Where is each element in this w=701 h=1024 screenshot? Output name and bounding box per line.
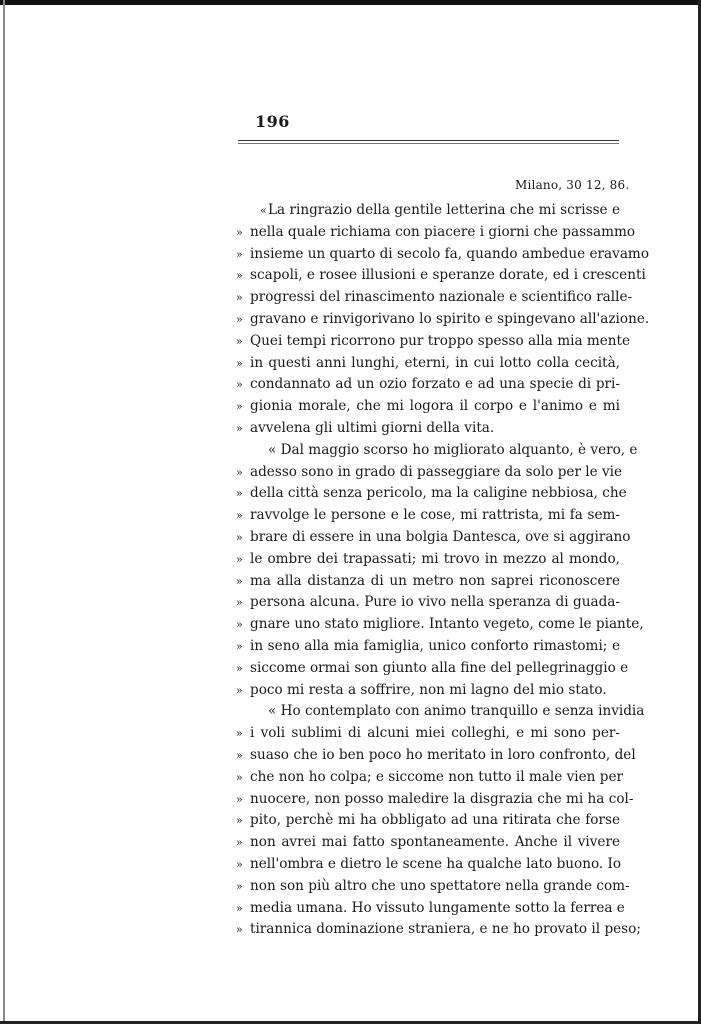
quote-mark: »	[236, 334, 243, 348]
text-line-content: nella quale richiama con piacere i giorni che passammo	[250, 223, 636, 240]
quote-mark: «	[260, 204, 267, 217]
text-line	[232, 592, 632, 614]
text-line	[232, 636, 632, 658]
quote-mark: »	[236, 247, 243, 261]
text-line	[232, 483, 632, 505]
quote-mark: »	[236, 879, 243, 893]
text-line	[232, 745, 636, 767]
quote-mark: »	[236, 400, 243, 414]
text-line	[232, 854, 632, 876]
text-line-content: siccome ormai son giunto alla fine del pellegrinaggio e	[250, 659, 629, 676]
text-line	[232, 898, 632, 920]
text-line-content: avvelena gli ultimi giorni della vita.	[250, 419, 495, 436]
text-line	[232, 919, 641, 941]
text-line-content: i voli sublimi di alcuni miei colleghi, e mi sono per-	[250, 725, 620, 742]
text-line-content: pito, perchè mi ha obbligato ad una ritirata che forse	[250, 812, 620, 829]
quote-mark: »	[236, 748, 243, 762]
text-line-content: in seno alla mia famiglia, unico conforto rimastomi; e	[250, 637, 620, 654]
quote-mark: »	[236, 836, 243, 850]
text-line-content: ma alla distanza di un metro non saprei riconoscere	[250, 572, 620, 589]
page-top-border	[0, 0, 701, 5]
quote-mark: »	[236, 639, 243, 653]
quote-mark: »	[236, 727, 243, 741]
text-line	[232, 462, 632, 484]
quote-mark: »	[236, 618, 243, 632]
text-line	[232, 265, 646, 287]
text-line-content: scapoli, e rosee illusioni e speranze dorate, ed i crescenti	[250, 267, 646, 284]
text-line	[232, 440, 638, 462]
quote-mark: »	[236, 378, 243, 392]
text-line	[232, 527, 632, 549]
text-line	[232, 701, 645, 723]
text-line-content: adesso sono in grado di passeggiare da solo per le vie	[250, 463, 623, 480]
text-line	[232, 200, 632, 222]
text-line-content: che non ho colpa; e siccome non tutto il male vien per	[250, 768, 623, 785]
quote-mark: »	[236, 792, 243, 806]
text-line-content: ravvolge le persone e le cose, mi rattrista, mi fa sem-	[250, 507, 620, 524]
text-line-content: progressi del rinascimento nazionale e scientifico ralle-	[250, 289, 633, 306]
quote-mark: »	[236, 596, 243, 610]
text-line-content: insieme un quarto di secolo fa, quando ambedue eravamo	[250, 245, 649, 262]
text-line-content: tirannica dominazione straniera, e ne ho provato il peso;	[250, 921, 641, 938]
text-line	[232, 810, 632, 832]
text-line-content: La ringrazio della gentile letterina che mi scrisse e	[268, 202, 620, 218]
quote-mark: »	[236, 269, 243, 283]
text-line	[232, 244, 649, 266]
text-line	[232, 549, 632, 571]
quote-mark: »	[236, 661, 243, 675]
quote-mark: »	[236, 465, 243, 479]
text-line-content: gionia morale, che mi logora il corpo e l'animo e mi	[250, 398, 620, 415]
text-line	[232, 571, 632, 593]
text-line-content: non avrei mai fatto spontaneamente. Anche il vivere	[250, 834, 620, 851]
text-line	[232, 767, 632, 789]
text-line	[232, 309, 650, 331]
quote-mark: »	[236, 857, 243, 871]
quote-mark: »	[236, 923, 243, 937]
text-line-content: « Ho contemplato con animo tranquillo e senza invidia	[268, 703, 645, 720]
text-line-content: in questi anni lunghi, eterni, in cui lotto colla cecità,	[250, 354, 620, 371]
quote-mark: »	[236, 530, 243, 544]
text-line-content: persona alcuna. Pure io vivo nella speranza di guada-	[250, 594, 620, 611]
text-line	[232, 614, 644, 636]
quote-mark: »	[236, 356, 243, 370]
text-line	[232, 418, 632, 440]
header-rule-thin	[238, 143, 619, 144]
text-line-content: gnare uno stato migliore. Intanto vegeto, come le piante,	[250, 616, 644, 633]
text-line-content: nell'ombra e dietro le scene ha qualche lato buono. Io	[250, 855, 622, 872]
letter-body	[232, 200, 650, 941]
text-line	[232, 876, 632, 898]
text-line	[232, 353, 632, 375]
text-line-content: « Dal maggio scorso ho migliorato alquanto, è vero, e	[268, 441, 638, 458]
page-number: 196	[255, 112, 290, 131]
text-line	[232, 680, 632, 702]
header-rule	[238, 140, 619, 141]
quote-mark: »	[236, 683, 243, 697]
quote-mark: »	[236, 770, 243, 784]
text-line-content: suaso che io ben poco ho meritato in loro confronto, del	[250, 746, 636, 763]
quote-mark: »	[236, 225, 243, 239]
text-line	[232, 505, 632, 527]
text-line	[232, 723, 632, 745]
quote-mark: »	[236, 814, 243, 828]
text-line-content: le ombre dei trapassati; mi trovo in mezzo al mondo,	[250, 550, 620, 567]
text-line-content: non son più altro che uno spettatore nella grande com-	[250, 877, 630, 894]
quote-mark: »	[236, 421, 243, 435]
quote-mark: »	[236, 509, 243, 523]
text-line	[232, 331, 632, 353]
text-line	[232, 396, 632, 418]
text-line-content: media umana. Ho vissuto lungamente sotto la ferrea e	[250, 899, 625, 916]
text-line-content: condannato ad un ozio forzato e ad una specie di pri-	[250, 376, 620, 393]
text-line	[232, 287, 632, 309]
letter-dateline: Milano, 30 12, 86.	[515, 178, 630, 192]
text-line-content: nuocere, non posso maledire la disgrazia che mi ha col-	[250, 790, 634, 807]
quote-mark: »	[236, 312, 243, 326]
text-line	[232, 374, 632, 396]
text-line	[232, 832, 632, 854]
text-line	[232, 789, 632, 811]
quote-mark: »	[236, 552, 243, 566]
text-line-content: poco mi resta a soffrire, non mi lagno del mio stato.	[250, 681, 607, 698]
text-line-content: brare di essere in una bolgia Dantesca, ove si aggirano	[250, 528, 631, 545]
text-line-content: gravano e rinvigorivano lo spirito e spingevano all'azione.	[250, 310, 650, 327]
quote-mark: »	[236, 574, 243, 588]
text-line-content: Quei tempi ricorrono pur troppo spesso alla mia mente	[250, 332, 631, 349]
quote-mark: »	[236, 487, 243, 501]
quote-mark: »	[236, 291, 243, 305]
page-left-edge	[3, 0, 5, 1024]
text-line	[232, 658, 632, 680]
text-line	[232, 222, 636, 244]
quote-mark: »	[236, 901, 243, 915]
text-line-content: della città senza pericolo, ma la caligine nebbiosa, che	[250, 485, 627, 502]
